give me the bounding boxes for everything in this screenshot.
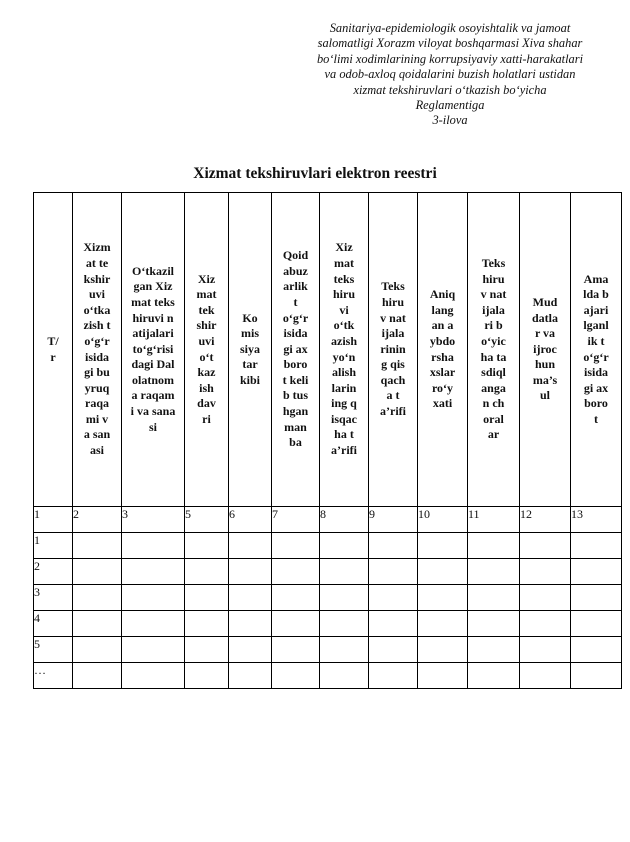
table-cell	[520, 585, 571, 611]
table-cell	[122, 663, 185, 689]
table-cell	[73, 663, 122, 689]
table-cell	[272, 611, 320, 637]
table-cell	[520, 533, 571, 559]
registry-table	[33, 192, 622, 689]
table-cell	[272, 533, 320, 559]
column-header-text: Qoidabuzarlik to‘g‘risidagi axborot kelib tushgan manba	[282, 248, 309, 450]
header-line: bo‘limi xodimlarining korrupsiyaviy xatti-harakatlari	[316, 51, 584, 66]
table-cell	[73, 533, 122, 559]
column-header	[520, 193, 571, 507]
table-cell	[272, 585, 320, 611]
column-number-row	[34, 507, 622, 533]
column-header-text: Aniqlangan aybdorshaxslar ro‘yxati	[429, 287, 456, 411]
column-header-text: Tekshiruv natijalari bo‘yicha tasdiqlangan choralar	[480, 255, 507, 442]
table-row	[34, 663, 622, 689]
table-row	[34, 611, 622, 637]
table-cell	[468, 663, 520, 689]
column-number: 6	[229, 507, 272, 533]
table-cell	[468, 611, 520, 637]
table-cell	[122, 533, 185, 559]
row-number: 5	[34, 637, 73, 663]
table-cell	[468, 637, 520, 663]
table-cell	[320, 663, 369, 689]
row-number: 1	[34, 533, 73, 559]
table-cell	[122, 559, 185, 585]
page-title: Xizmat tekshiruvlari elektron reestri	[193, 165, 437, 182]
table-cell	[369, 663, 418, 689]
data-rows	[34, 533, 622, 689]
table-cell	[520, 663, 571, 689]
table-row	[34, 533, 622, 559]
column-header	[73, 193, 122, 507]
table-cell	[369, 559, 418, 585]
table-cell	[571, 637, 622, 663]
column-header-text: Muddatlar va ijrochunma’sul	[532, 294, 559, 403]
column-header-text: Amalda bajarilganlik to‘g‘risidagi axborot	[583, 271, 609, 426]
table-cell	[320, 559, 369, 585]
table-cell	[468, 559, 520, 585]
table-cell	[418, 585, 468, 611]
table-cell	[229, 663, 272, 689]
table-cell	[520, 637, 571, 663]
table-cell	[571, 611, 622, 637]
table-cell	[185, 559, 229, 585]
table-cell	[418, 663, 468, 689]
table-cell	[185, 637, 229, 663]
column-header	[34, 193, 73, 507]
table-cell	[571, 559, 622, 585]
table-cell	[320, 533, 369, 559]
column-header	[320, 193, 369, 507]
table-cell	[185, 611, 229, 637]
row-number: 2	[34, 559, 73, 585]
column-header-text: Xizmat tekshiruvi o‘tkazish yo‘nalishlarining qisqacha ta’rifi	[331, 240, 358, 458]
table-cell	[229, 585, 272, 611]
table-cell	[468, 533, 520, 559]
column-header	[122, 193, 185, 507]
table-cell	[122, 637, 185, 663]
table-cell	[320, 637, 369, 663]
row-number: …	[34, 663, 73, 689]
column-header	[272, 193, 320, 507]
table-cell	[418, 559, 468, 585]
column-header	[418, 193, 468, 507]
table-cell	[571, 663, 622, 689]
table-row	[34, 559, 622, 585]
table-row	[34, 585, 622, 611]
column-number: 1	[34, 507, 73, 533]
column-header-text: Xizmat tekshiruvi o‘tkazish to‘g‘risidagi buyruq raqami va sanasi	[83, 240, 111, 458]
table-cell	[272, 559, 320, 585]
header-line: xizmat tekshiruvlari o‘tkazish bo‘yicha	[353, 82, 547, 97]
column-header	[369, 193, 418, 507]
table-row	[34, 637, 622, 663]
table-cell	[73, 637, 122, 663]
table-cell	[369, 611, 418, 637]
column-number: 10	[418, 507, 468, 533]
column-header	[468, 193, 520, 507]
table-cell	[418, 533, 468, 559]
header-block	[285, 21, 615, 129]
column-number: 9	[369, 507, 418, 533]
table-cell	[369, 585, 418, 611]
table-cell	[122, 611, 185, 637]
column-header	[185, 193, 229, 507]
table-cell	[468, 585, 520, 611]
column-number: 12	[520, 507, 571, 533]
column-header-text: Tekshiruv natijalarining qisqacha ta’rifi	[380, 279, 406, 419]
table-cell	[272, 663, 320, 689]
column-number: 2	[73, 507, 122, 533]
column-number: 13	[571, 507, 622, 533]
table-cell	[229, 611, 272, 637]
header-line: va odob-axloq qoidalarini buzish holatlari ustidan	[324, 67, 576, 82]
table-cell	[320, 585, 369, 611]
header-line: salomatligi Xorazm viloyat boshqarmasi Xiva shahar	[317, 36, 583, 51]
table-cell	[73, 611, 122, 637]
table-cell	[520, 559, 571, 585]
table-cell	[571, 585, 622, 611]
table-cell	[73, 585, 122, 611]
header-line: Reglamentiga	[415, 98, 485, 113]
column-number: 7	[272, 507, 320, 533]
table-cell	[185, 663, 229, 689]
column-header	[571, 193, 622, 507]
table-cell	[571, 533, 622, 559]
table-cell	[369, 637, 418, 663]
table-cell	[229, 533, 272, 559]
table-cell	[320, 611, 369, 637]
column-header	[229, 193, 272, 507]
table-cell	[272, 637, 320, 663]
column-header-text: Komissiya tarkibi	[240, 310, 261, 387]
row-number: 4	[34, 611, 73, 637]
table-cell	[229, 637, 272, 663]
table-cell	[185, 585, 229, 611]
table-cell	[418, 637, 468, 663]
table-cell	[122, 585, 185, 611]
column-header-text: O‘tkazilgan Xizmat tekshiruvi natijalari to‘g‘risidagi Dalolatnoma raqami va sanasi	[130, 263, 176, 434]
table-cell	[520, 611, 571, 637]
table-cell	[73, 559, 122, 585]
column-header-text: T/r	[47, 333, 59, 364]
header-line: Sanitariya-epidemiologik osoyishtalik va jamoat	[329, 21, 571, 35]
column-number: 3	[122, 507, 185, 533]
header-row	[34, 193, 622, 507]
table-cell	[418, 611, 468, 637]
column-number: 8	[320, 507, 369, 533]
table-cell	[185, 533, 229, 559]
column-number: 5	[185, 507, 229, 533]
column-header-text: Xizmat tekshiruvi o‘tkazish davri	[196, 271, 217, 426]
table-cell	[229, 559, 272, 585]
row-number: 3	[34, 585, 73, 611]
column-number: 11	[468, 507, 520, 533]
table-cell	[369, 533, 418, 559]
header-line: 3-ilova	[432, 113, 468, 128]
